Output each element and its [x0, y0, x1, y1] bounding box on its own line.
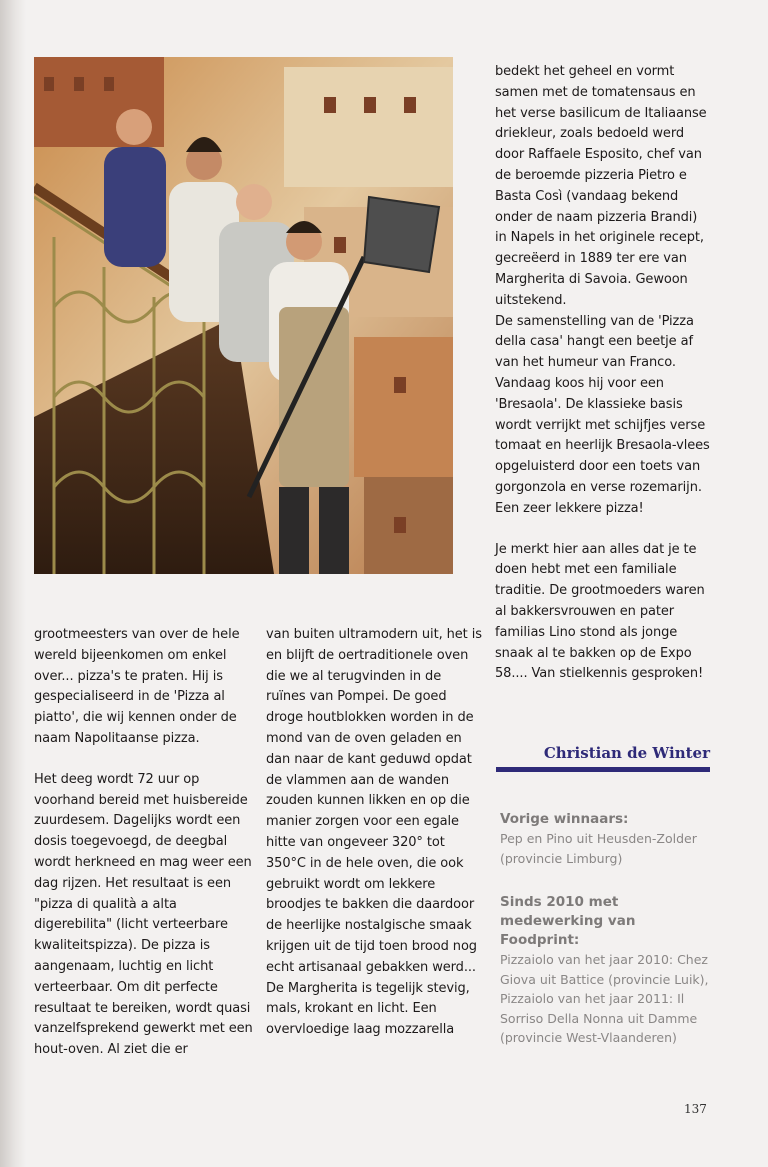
column-1 — [34, 625, 256, 1061]
sidebar-heading: Vorige winnaars: — [500, 811, 629, 827]
sidebar-text: Pep en Pino uit Heusden-Zolder (provincie Limburg) — [500, 831, 697, 866]
paragraph: Je merkt hier aan alles dat je te doen hebt met een familiale traditie. De grootmoeders waren al bakkersvrouwen en pater familias Lino stond als jonge snaak al te bakken op de Expo 58.... Van stielkennis gesproken! — [495, 541, 705, 682]
column-3 — [495, 62, 710, 685]
paragraph: Het deeg wordt 72 uur op voorhand bereid met huisbereide zuurdesem. Dagelijks wordt een dosis toegevoegd, de deegbal wordt herkneed en mag weer een dag rijzen. Het resultaat is een "pizza di qualità a alta digerebilita" (licht verteerbare kwaliteitspizza). De pizza is aangenaam, luchtig en licht verteerbaar. Om dit perfecte resultaat te bereiken, wordt quasi vanzelfsprekend gewerkt met een hout-oven. Al ziet die er — [34, 771, 253, 1058]
sidebar-previous-winners — [500, 810, 710, 868]
page-gutter-shadow — [0, 0, 26, 1167]
column-2 — [266, 625, 484, 1041]
article-photo — [34, 57, 453, 574]
sidebar-heading: Sinds 2010 met medewerking van Foodprint: — [500, 894, 636, 948]
paragraph: van buiten ultramodern uit, het is en blijft de oertraditionele oven die we al terugvinden in de ruïnes van Pompei. De goed droge houtblokken worden in de mond van de oven geladen en dan naar de kant geduwd opdat de vlammen aan de wanden zouden kunnen likken en op die manier zorgen voor een egale hitte van ongeveer 320° tot 350°C in de hele oven, die ook gebruikt wordt om lekkere broodjes te bakken die daardoor de heerlijke nostalgische smaak krijgen uit de tijd toen brood nog echt artisanaal gebakken werd... — [266, 627, 482, 975]
paragraph: grootmeesters van over de hele wereld bijeenkomen om enkel over... pizza's te praten. Hij is gespecialiseerd in de 'Pizza al piatto', die wij kennen onder de naam Napolitaanse pizza. — [34, 627, 240, 746]
sidebar-text: Pizzaiolo van het jaar 2010: Chez Giova uit Battice (provincie Luik), Pizzaiolo van het jaar 2011: Il Sorriso Della Nonna uit Damme (provincie West-Vlaanderen) — [500, 952, 709, 1045]
sidebar-since-2010 — [500, 893, 710, 1048]
paragraph: De samenstelling van de 'Pizza della casa' hangt een beetje af van het humeur van Franco. Vandaag koos hij voor een 'Bresaola'. De klassieke basis wordt verrijkt met schijfjes verse tomaat en heerlijk Bresaola-vlees opgeluisterd door een toets van gorgonzola en verse rozemarijn. Een zeer lekkere pizza! — [495, 313, 710, 516]
paragraph: De Margherita is tegelijk stevig, mals, krokant en licht. Een overvloedige laag mozzarella — [266, 980, 470, 1038]
author-byline: Christian de Winter — [543, 744, 710, 762]
photo-illustration — [34, 57, 453, 574]
page-number: 137 — [684, 1102, 707, 1116]
paragraph: bedekt het geheel en vormt samen met de tomatensaus en het verse basilicum de Italiaanse driekleur, zoals bedoeld werd door Raffaele Esposito, chef van de beroemde pizzeria Pietro e Basta Così (vandaag bekend onder de naam pizzeria Brandi) in Napels in het originele recept, gecreëerd in 1889 ter ere van Margherita di Savoia. Gewoon uitstekend. — [495, 64, 707, 308]
byline-underline — [496, 767, 710, 772]
